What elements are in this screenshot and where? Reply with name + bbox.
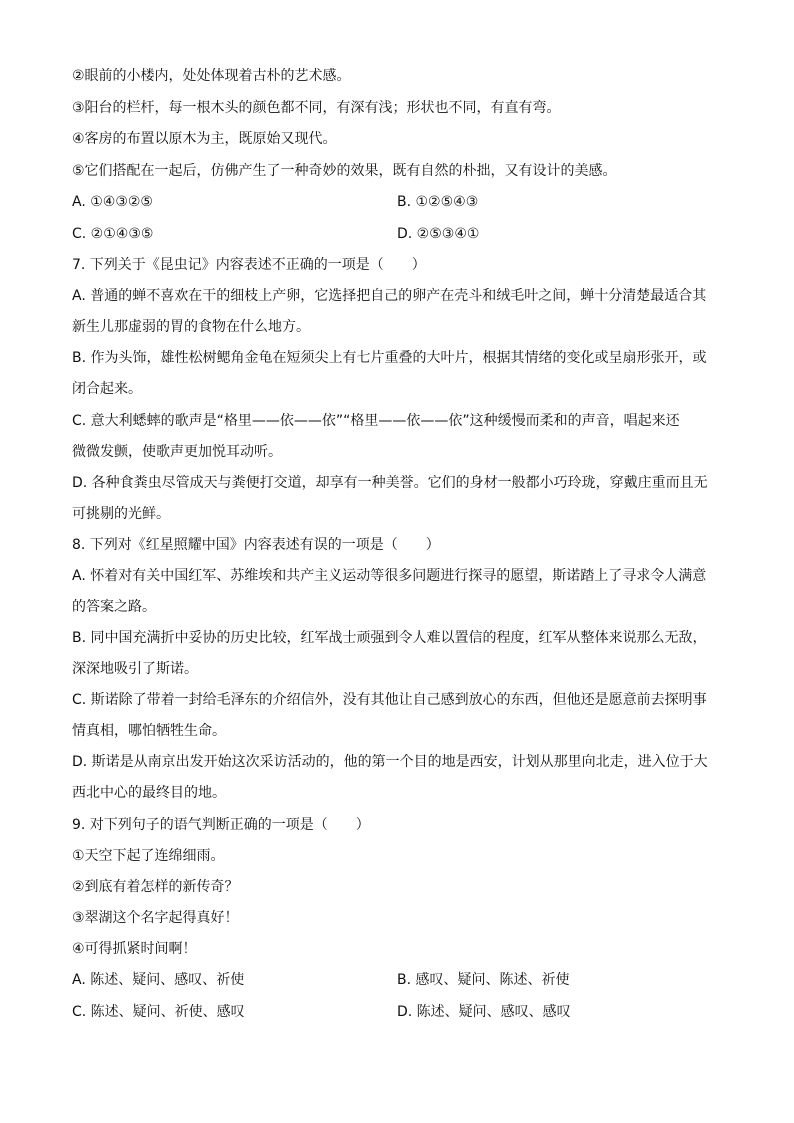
q8-option-a-line2: 的答案之路。 [72, 599, 156, 615]
q8-option-c-line2: 情真相，哪怕牺牲生命。 [72, 723, 226, 739]
q9-option-d: D. 陈述、疑问、感叹、感叹 [397, 1004, 571, 1020]
q8-option-b-line2: 深深地吸引了斯诺。 [72, 661, 198, 677]
q6-option-d: D. ②⑤③④① [397, 226, 480, 242]
q9-sentence-2: ②到底有着怎样的新传奇？ [72, 879, 239, 895]
q7-option-c-line1: C. 意大利蟋蟀的歌声是“格里——依——依”“格里——依——依”这种缓慢而柔和的声音，唱起来还 [72, 413, 680, 429]
q9-sentence-1: ①天空下起了连绵细雨。 [72, 848, 225, 864]
q9-option-c: C. 陈述、疑问、祈使、感叹 [72, 1004, 245, 1020]
q7-stem: 7. 下列关于《昆虫记》内容表述不正确的一项是（ ） [72, 257, 426, 273]
sentence-2: ②眼前的小楼内，处处体现着古朴的艺术感。 [72, 68, 351, 84]
q7-option-b-line1: B. 作为头饰，雄性松树鳃角金龟在短须尖上有七片重叠的大叶片，根据其情绪的变化或呈扇形张开，或 [72, 350, 707, 366]
sentence-3: ③阳台的栏杆，每一根木头的颜色都不同，有深有浅；形状也不同，有直有弯。 [72, 100, 561, 116]
q8-option-b-line1: B. 同中国充满折中妥协的历史比较，红军战士顽强到令人难以置信的程度，红军从整体来说那么无敌， [72, 630, 707, 646]
q8-option-c-line1: C. 斯诺除了带着一封给毛泽东的介绍信外，没有其他让自己感到放心的东西，但他还是愿意前去探明事 [72, 692, 707, 708]
q6-option-c: C. ②①④③⑤ [72, 226, 154, 242]
q8-stem: 8. 下列对《红星照耀中国》内容表述有误的一项是（ ） [72, 537, 440, 553]
q9-sentence-3: ③翠湖这个名字起得真好！ [72, 910, 239, 926]
sentence-4: ④客房的布置以原木为主，既原始又现代。 [72, 131, 337, 147]
q9-sentence-4: ④可得抓紧时间啊！ [72, 941, 197, 957]
q7-option-c-line2: 微微发颤，使歌声更加悦耳动听。 [72, 444, 282, 460]
q7-option-d-line2: 可挑剔的光鲜。 [72, 506, 170, 522]
sentence-5: ⑤它们搭配在一起后，仿佛产生了一种奇妙的效果，既有自然的朴拙，又有设计的美感。 [72, 163, 617, 179]
q7-option-b-line2: 闭合起来。 [72, 381, 142, 397]
q7-option-a-line1: A. 普通的蝉不喜欢在干的细枝上产卵，它选择把自己的卵产在壳斗和绒毛叶之间，蝉十分清楚最适合其 [72, 288, 707, 304]
q8-option-d-line2: 西北中心的最终目的地。 [72, 785, 226, 801]
q8-option-d-line1: D. 斯诺是从南京出发开始这次采访活动的，他的第一个目的地是西安，计划从那里向北走，进入位于大 [72, 754, 708, 770]
q6-option-a: A. ①④③②⑤ [72, 194, 153, 210]
q9-option-b: B. 感叹、疑问、陈述、祈使 [397, 972, 570, 988]
q7-option-a-line2: 新生儿那虚弱的胃的食物在什么地方。 [72, 319, 310, 335]
q9-stem: 9. 对下列句子的语气判断正确的一项是（ ） [72, 817, 370, 833]
q9-option-a: A. 陈述、疑问、感叹、祈使 [72, 972, 245, 988]
q8-option-a-line1: A. 怀着对有关中国红军、苏维埃和共产主义运动等很多问题进行探寻的愿望，斯诺踏上了寻求令人满意 [72, 568, 707, 584]
q6-option-b: B. ①②⑤④③ [397, 194, 479, 210]
q7-option-d-line1: D. 各种食粪虫尽管成天与粪便打交道，却享有一种美誉。它们的身材一般都小巧玲珑，穿戴庄重而且无 [72, 475, 708, 491]
